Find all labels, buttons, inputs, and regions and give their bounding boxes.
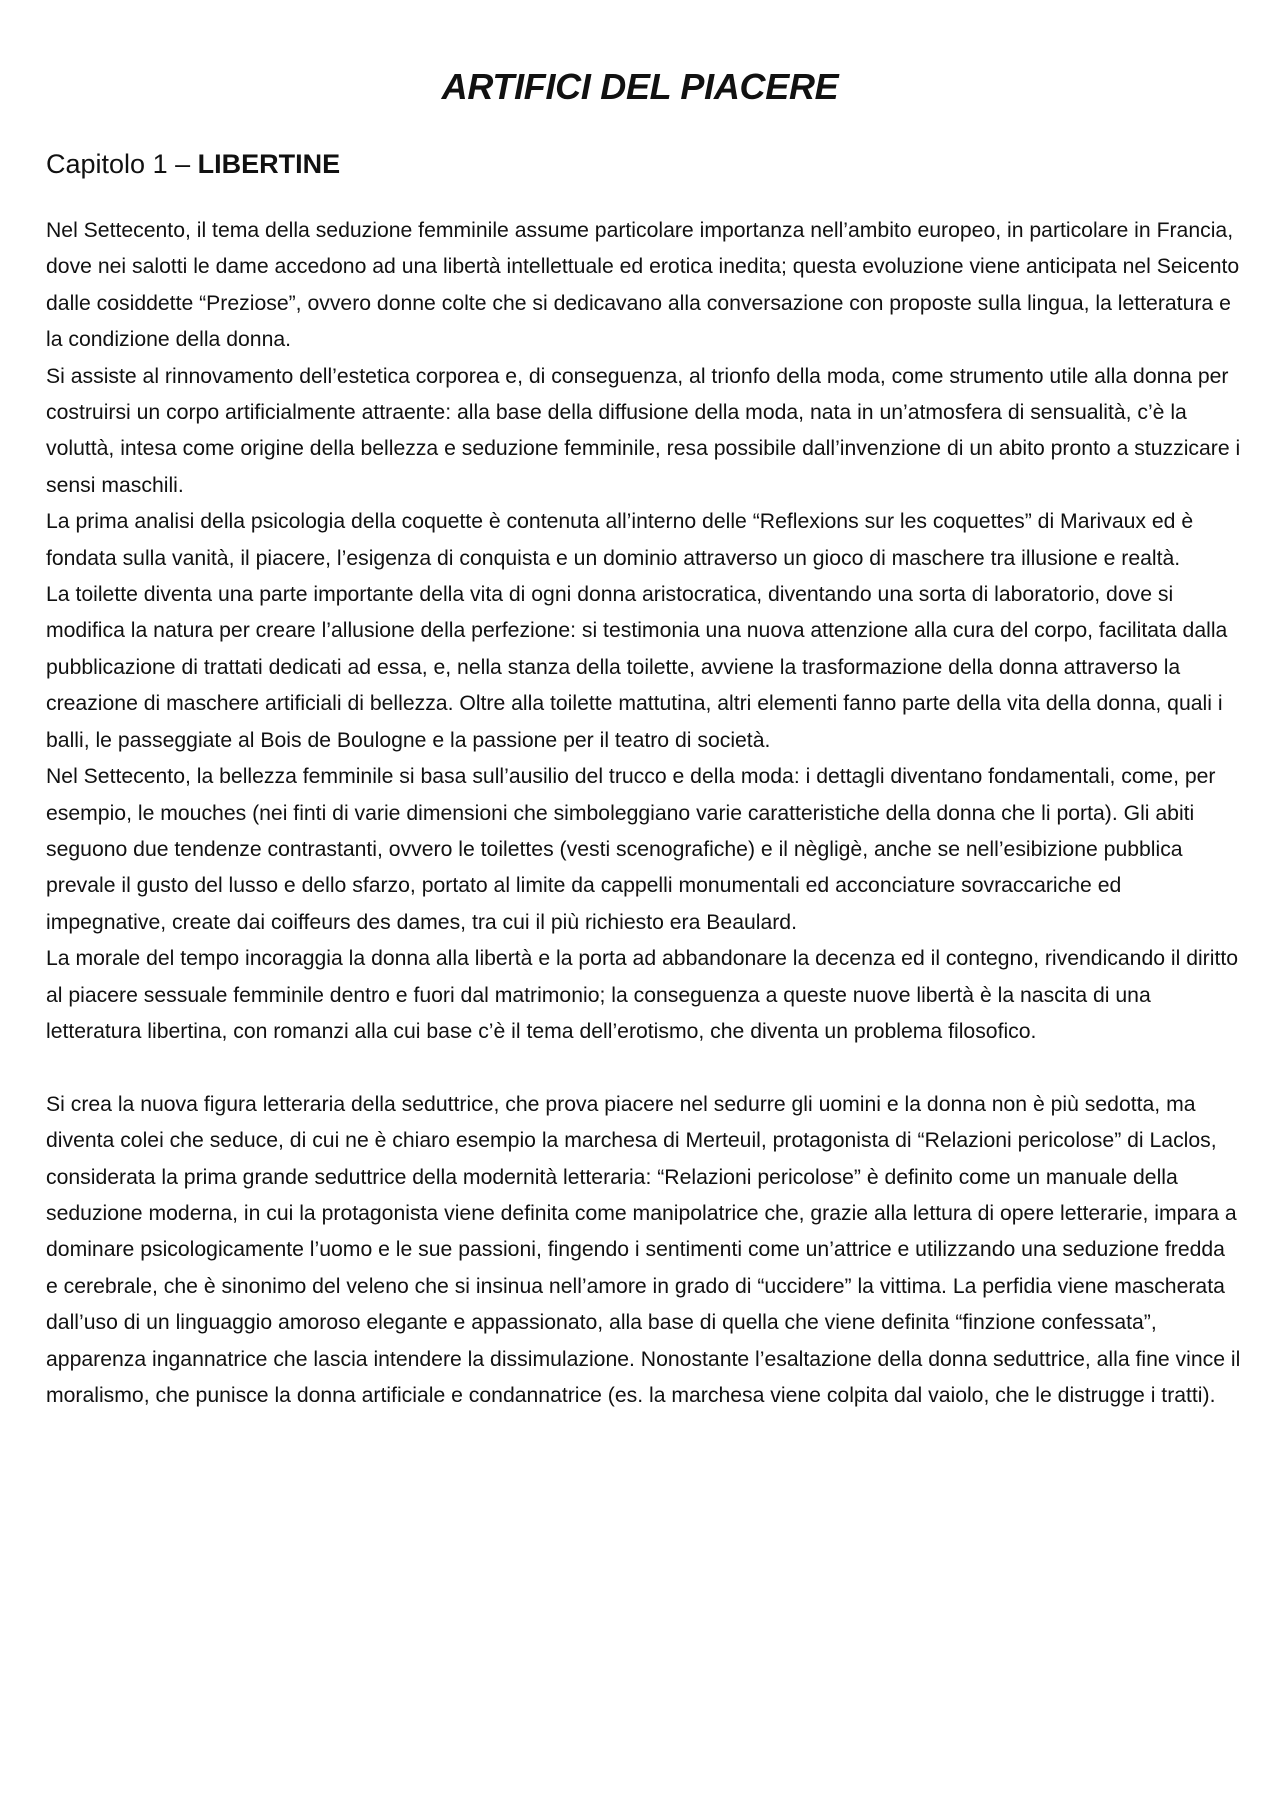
paragraph: La prima analisi della psicologia della coquette è contenuta all’interno delle “Reflexions sur les coquettes” di Marivaux ed è fondata sulla vanità, il piacere, l’esigenza di conquista e un dominio attraverso un gioco di maschere tra illusione e realtà. [46, 510, 1194, 570]
body-text [46, 213, 1242, 1414]
paragraph: La toilette diventa una parte importante della vita di ogni donna aristocratica, diventando una sorta di laboratorio, dove si modifica la natura per creare l’allusione della perfezione: si testimonia una nuova attenzione alla cura del corpo, facilitata dalla pubblicazione di trattati dedicati ad essa, e, nella stanza della toilette, avviene la trasformazione della donna attraverso la creazione di maschere artificiali di bellezza. Oltre alla toilette mattutina, altri elementi fanno parte della vita della donna, quali i balli, le passeggiate al Bois de Boulogne e la passione per il teatro di società. [46, 583, 1228, 752]
paragraph: La morale del tempo incoraggia la donna alla libertà e la porta ad abbandonare la decenza ed il contegno, rivendicando il diritto al piacere sessuale femminile dentro e fuori dal matrimonio; la conseguenza a queste nuove libertà è la nascita di una letteratura libertina, con romanzi alla cui base c’è il tema dell’erotismo, che diventa un problema filosofico. [46, 947, 1239, 1043]
document-title: ARTIFICI DEL PIACERE [441, 66, 839, 107]
paragraph: Nel Settecento, la bellezza femminile si basa sull’ausilio del trucco e della moda: i dettagli diventano fondamentali, come, per esempio, le mouches (nei finti di varie dimensioni che simboleggiano varie caratteristiche della donna che li porta). Gli abiti seguono due tendenze contrastanti, ovvero le toilettes (vesti scenografiche) e il nègligè, anche se nell’esibizione pubblica prevale il gusto del lusso e dello sfarzo, portato al limite da cappelli monumentali ed acconciature sovraccariche ed impegnative, create dai coiffeurs des dames, tra cui il più richiesto era Beaulard. [46, 765, 1216, 934]
paragraph: Nel Settecento, il tema della seduzione femminile assume particolare importanza nell’ambito europeo, in particolare in Francia, dove nei salotti le dame accedono ad una libertà intellettuale ed erotica inedita; questa evoluzione viene anticipata nel Seicento dalle cosiddette “Preziose”, ovvero donne colte che si dedicavano alla conversazione con proposte sulla lingua, la letteratura e la condizione della donna. [46, 219, 1240, 352]
paragraph: Si crea la nuova figura letteraria della seduttrice, che prova piacere nel sedurre gli uomini e la donna non è più sedotta, ma diventa colei che seduce, di cui ne è chiaro esempio la marchesa di Merteuil, protagonista di “Relazioni pericolose” di Laclos, considerata la prima grande seduttrice della modernità letteraria: “Relazioni pericolose” è definito come un manuale della seduzione moderna, in cui la protagonista viene definita come manipolatrice che, grazie alla lettura di opere letterarie, impara a dominare psicologicamente l’uomo e le sue passioni, fingendo i sentimenti come un’attrice e utilizzando una seduzione fredda e cerebrale, che è sinonimo del veleno che si insinua nell’amore in grado di “uccidere” la vittima. La perfidia viene mascherata dall’uso di un linguaggio amoroso elegante e appassionato, alla base di quella che viene definita “finzione confessata”, apparenza ingannatrice che lascia intendere la dissimulazione. Nonostante l’esaltazione della donna seduttrice, alla fine vince il moralismo, che punisce la donna artificiale e condannatrice (es. la marchesa viene colpita dal vaiolo, che le distrugge i tratti). [46, 1092, 1241, 1407]
chapter-heading [46, 149, 340, 180]
paragraph: Si assiste al rinnovamento dell’estetica corporea e, di conseguenza, al trionfo della moda, come strumento utile alla donna per costruirsi un corpo artificialmente attraente: alla base della diffusione della moda, nata in un’atmosfera di sensualità, c’è la voluttà, intesa come origine della bellezza e seduzione femminile, resa possibile dall’invenzione di un abito pronto a stuzzicare i sensi maschili. [46, 364, 1241, 497]
chapter-name: LIBERTINE [197, 149, 341, 179]
chapter-prefix: Capitolo 1 – [46, 149, 198, 179]
